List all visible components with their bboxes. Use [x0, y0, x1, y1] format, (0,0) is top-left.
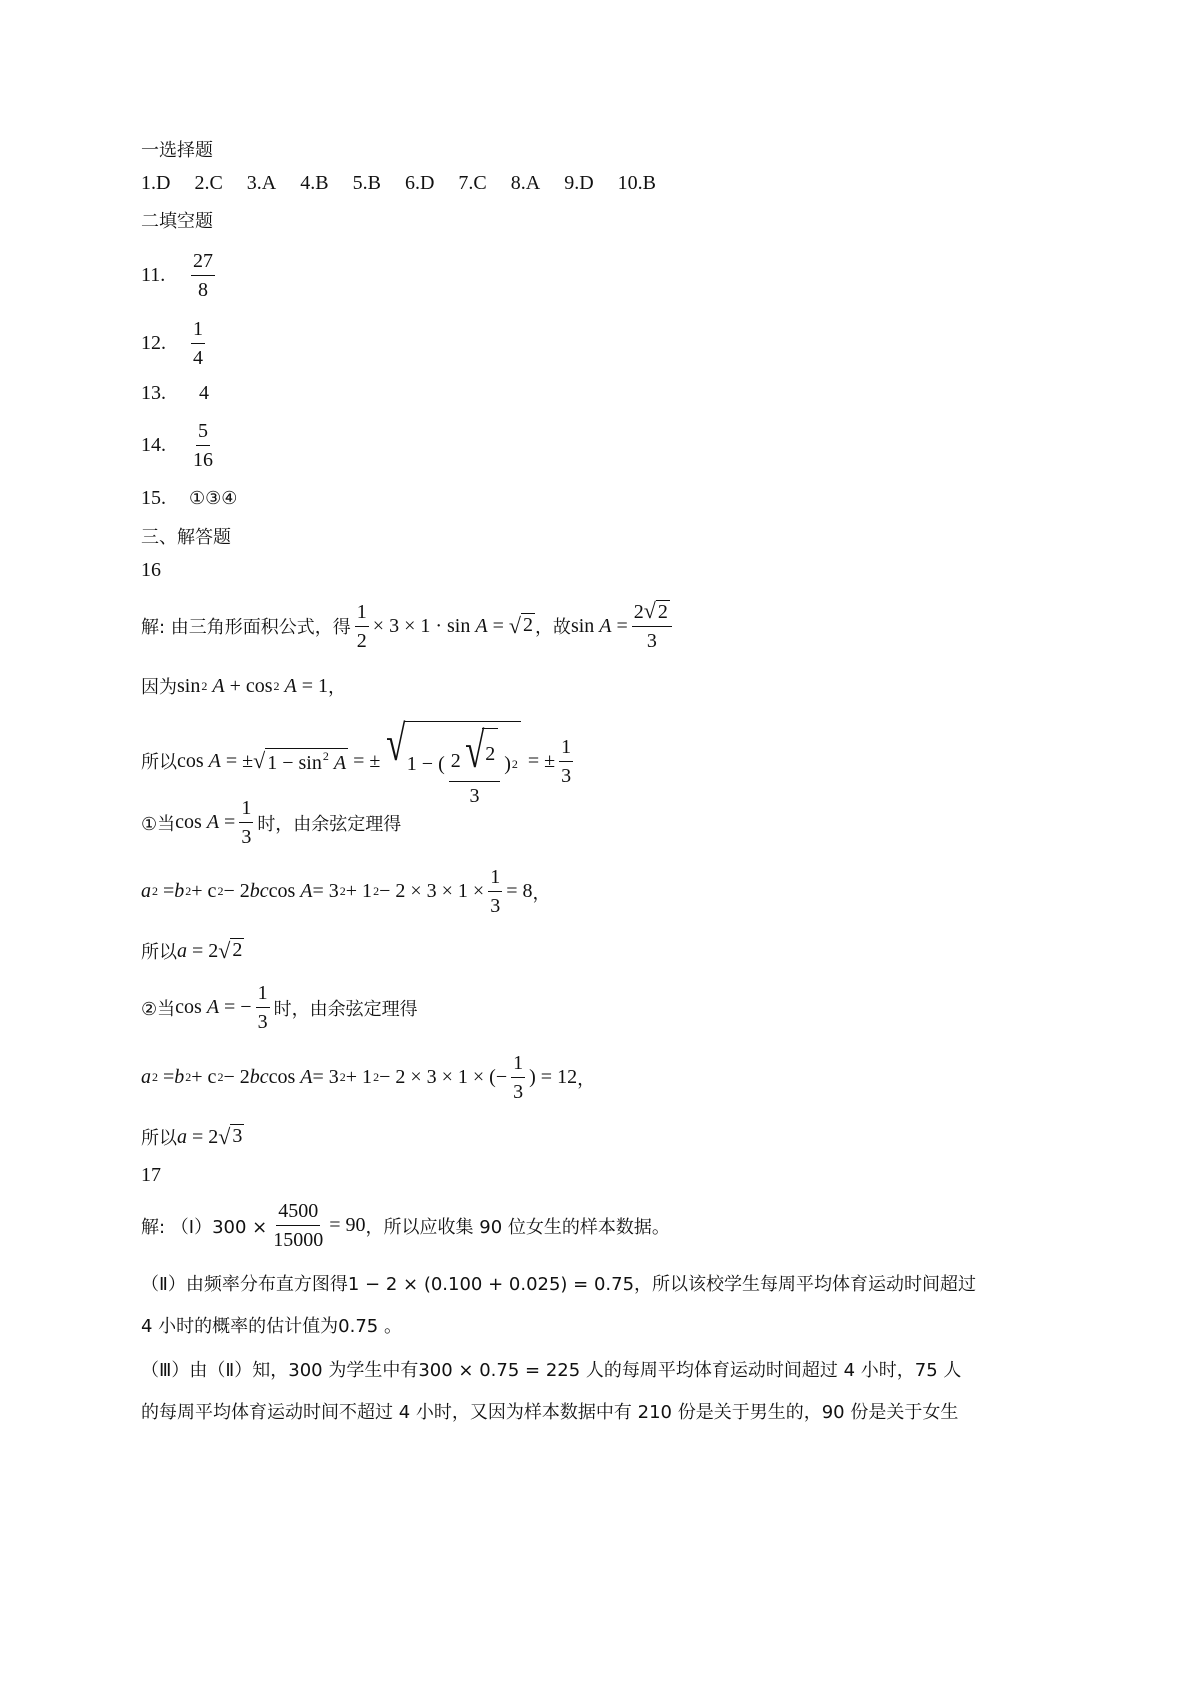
section-choice-title: 一选择题 — [141, 140, 213, 161]
p16-area-formula: 解: 由三角形面积公式，得 $\frac{1}{2}$ × 3 × 1 · sin A = √ 2 ，故 sin A = 2 √ 2 3 — [141, 600, 676, 652]
fill-q13: 13. 4 — [141, 382, 209, 404]
choice-answer: 6.D — [404, 172, 435, 194]
fill-q15: 15. ①③④ — [141, 487, 238, 509]
p16-case2-result: 所以 a = 2 √ 3 — [141, 1124, 243, 1149]
choice-answer: 4.B — [300, 172, 329, 194]
section-fill-title: 二填空题 — [141, 211, 213, 232]
p17-part3-line1: （Ⅲ）由（Ⅱ）知，300 为学生中有300 × 0.75 = 225 人的每周平均体育运动时间超过 4 小时，75 人 — [141, 1360, 962, 1381]
choice-answer: 2.C — [194, 172, 223, 194]
problem-16-number: 16 — [141, 559, 161, 581]
p17-part1: 解: （Ⅰ）300 × $\frac{4500}{15000}$ = 90 ，所以应收集 90 位女生的样本数据。 — [141, 1200, 670, 1251]
choice-answers — [141, 172, 680, 195]
p17-part2-line1: （Ⅱ）由频率分布直方图得1 − 2 × (0.100 + 0.025) = 0.75，所以该校学生每周平均体育运动时间超过 — [141, 1274, 977, 1295]
fill-q11: 11. $\frac{27}{8}$ — [141, 250, 213, 301]
p16-case2-formula: a 2 = b 2 + c 2 − 2 bc cos A = 3 2 + 1 2 − 2 × 3 × 1 × (− $\frac{1}{3}$ ) = 12 ， — [141, 1052, 596, 1103]
p16-case2-condition: ②当 cos A = − $\frac{1}{3}$ 时，由余弦定理得 — [141, 982, 418, 1033]
choice-answer: 8.A — [510, 172, 541, 194]
choice-answer: 3.A — [246, 172, 277, 194]
p17-part3-line2: 的每周平均体育运动时间不超过 4 小时，又因为样本数据中有 210 份是关于男生的，90 份是关于女生 — [141, 1402, 959, 1423]
fill-q12: 12. $\frac{1}{4}$ — [141, 318, 203, 369]
p16-case1-result: 所以 a = 2 √ 2 — [141, 938, 243, 963]
problem-17-number: 17 — [141, 1164, 161, 1186]
p16-cos-derivation: 所以 cos A = ± √ $1 - \sin^2 A$ = ± √ 1 − ( 2 √ 2 3 ) 2 = ± $\frac{1}{3}$ — [141, 715, 572, 807]
section-solution-title: 三、解答题 — [141, 527, 231, 548]
choice-answer: 7.C — [458, 172, 487, 194]
choice-answer: 5.B — [352, 172, 381, 194]
p17-part2-line2: 4 小时的概率的估计值为0.75 。 — [141, 1316, 402, 1337]
p16-case1-condition: ①当 cos A = $\frac{1}{3}$ 时，由余弦定理得 — [141, 797, 402, 848]
p16-case1-formula: a 2 = b 2 + c 2 − 2 bc cos A = 3 2 + 1 2 − 2 × 3 × 1 × $\frac{1}{3}$ = 8 ， — [141, 866, 551, 917]
fill-q14: 14. $\frac{5}{16}$ — [141, 420, 213, 471]
choice-answer: 9.D — [564, 172, 594, 194]
choice-answer: 1.D — [141, 172, 171, 194]
p16-identity: 因为 sin 2 A + cos 2 A = 1 ， — [141, 674, 347, 698]
choice-answer: 10.B — [617, 172, 656, 194]
